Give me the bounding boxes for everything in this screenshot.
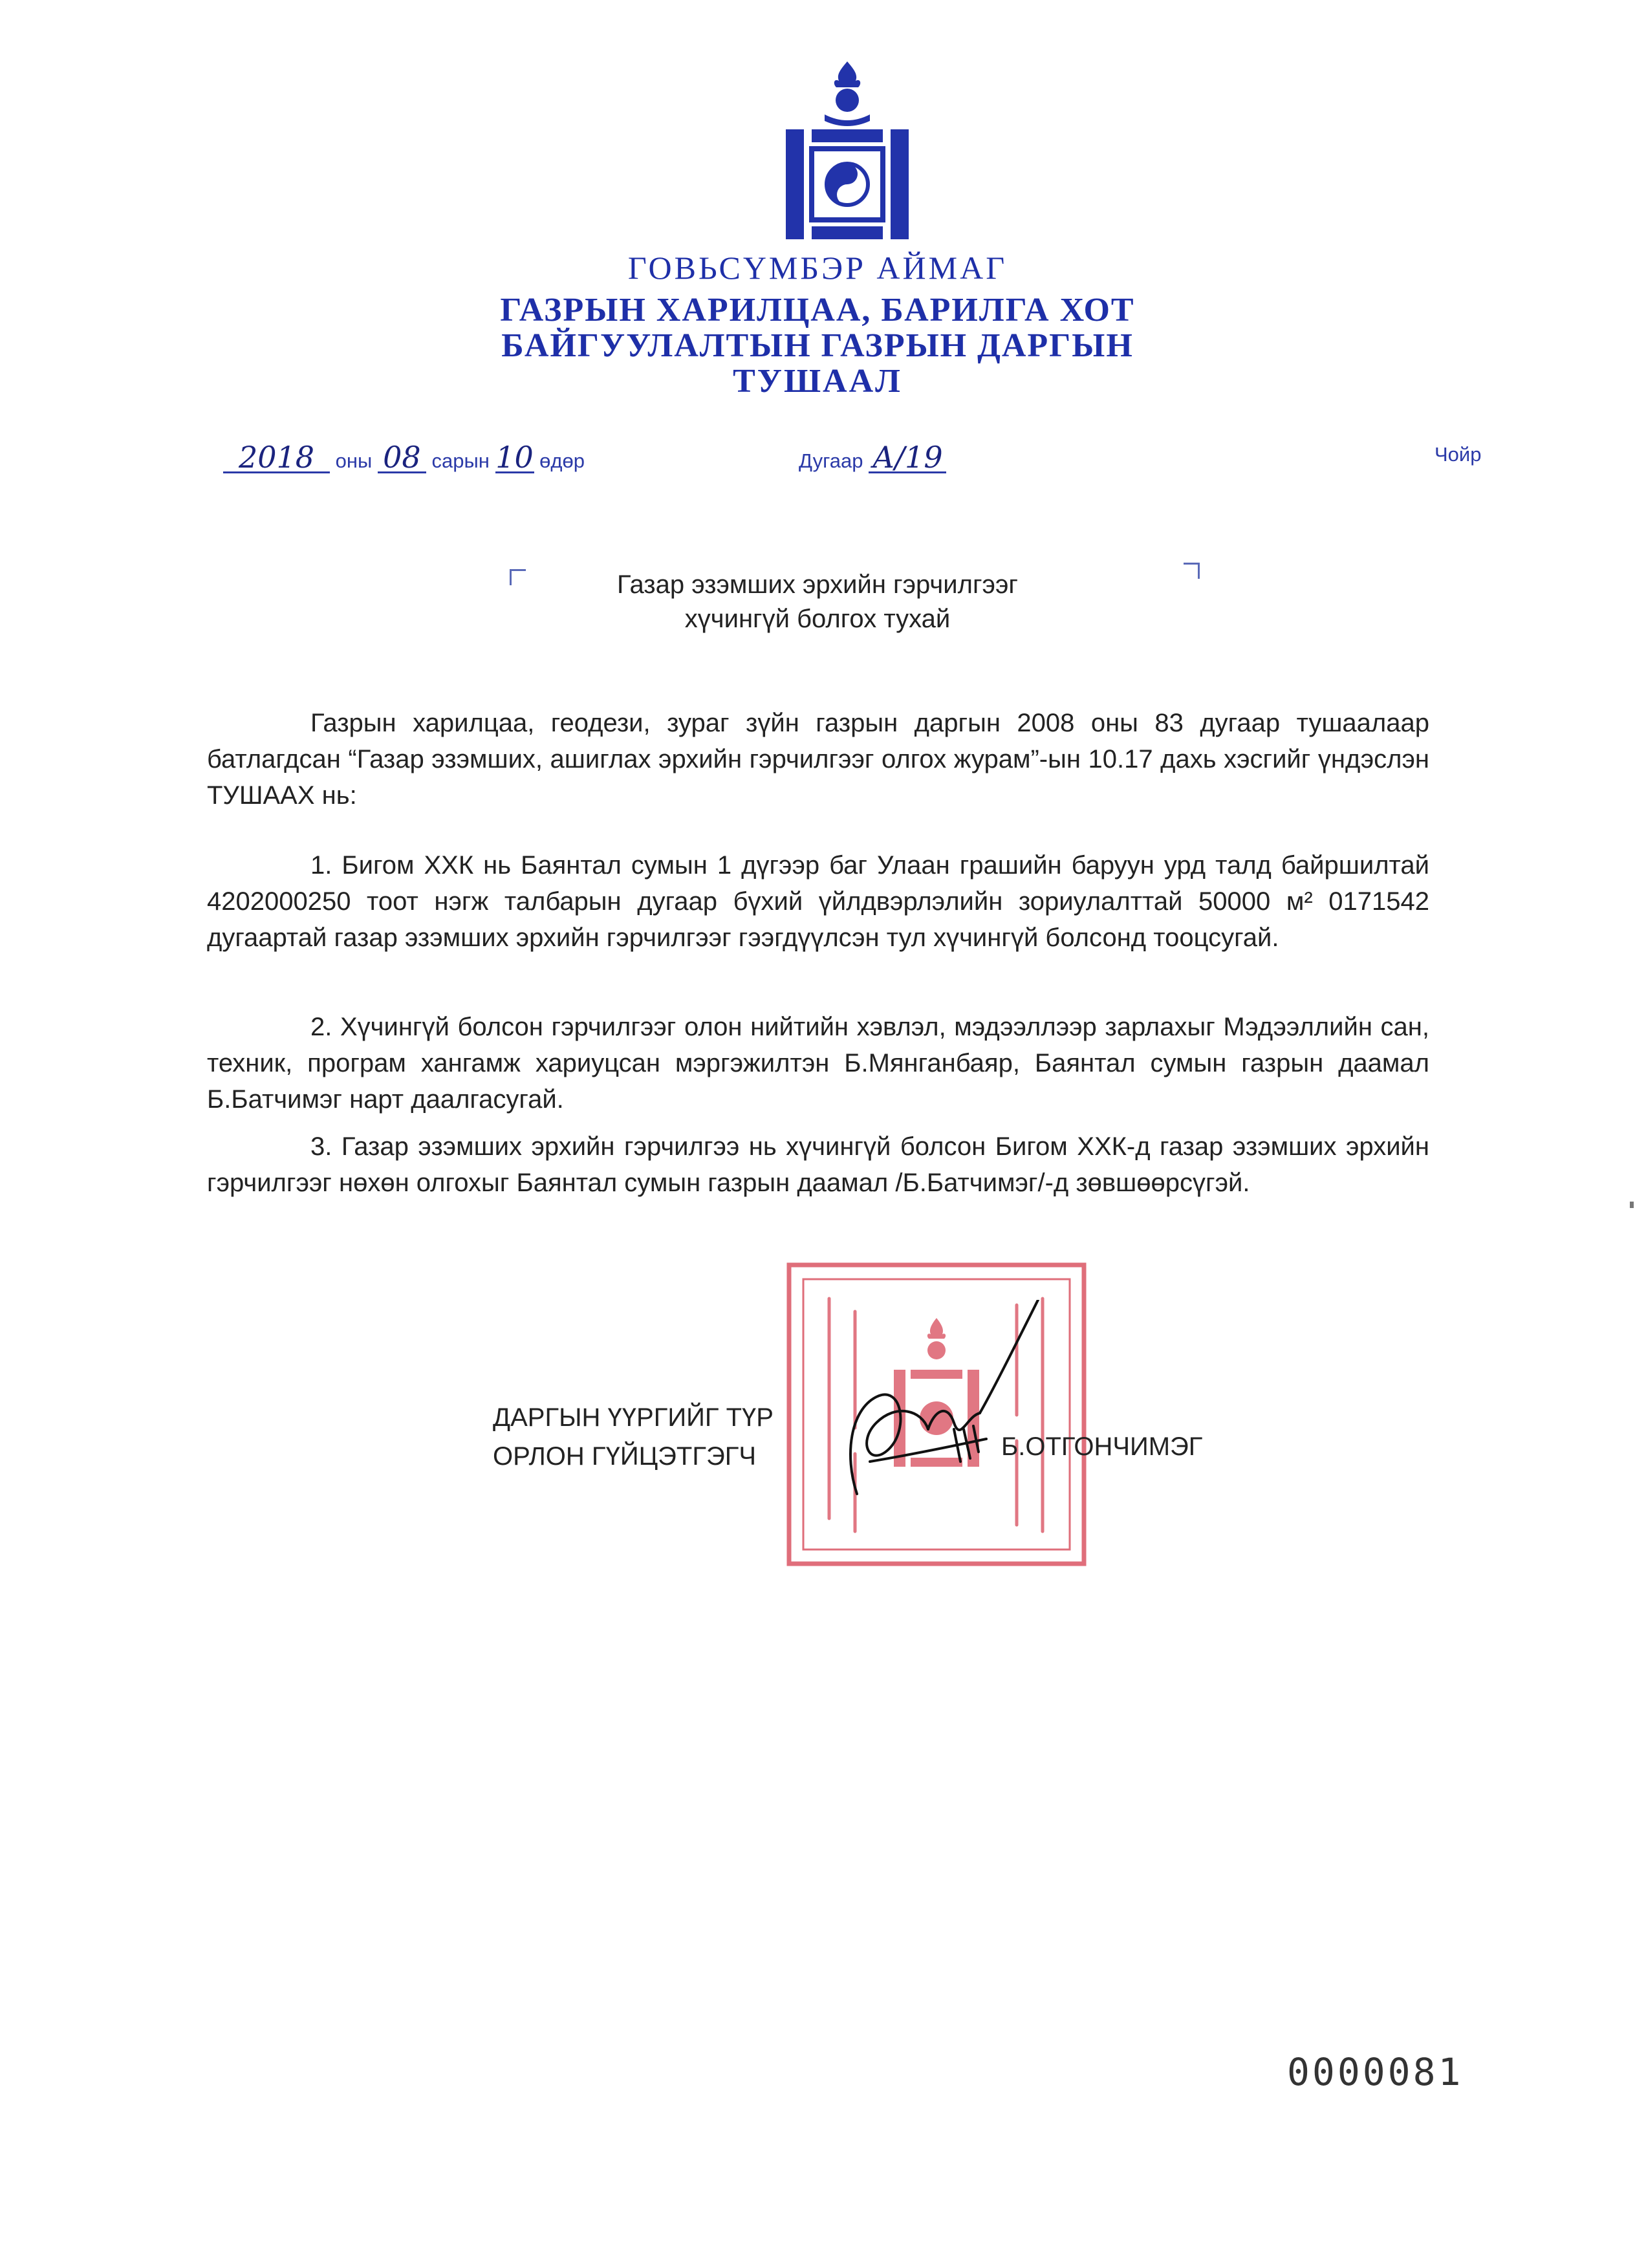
scan-speck	[1630, 1202, 1634, 1208]
organization-name-line2: БАЙГУУЛАЛТЫН ГАЗРЫН ДАРГЫН	[501, 327, 1134, 364]
serial-number: 0000081	[1287, 2050, 1464, 2094]
order-number: А/19	[869, 443, 946, 473]
date-day: 10	[495, 440, 534, 475]
subject-line1: Газар эзэмших эрхийн гэрчилгээг	[617, 570, 1018, 599]
place-name: Чойр	[1435, 443, 1482, 466]
date-month-label: сарын	[431, 449, 490, 472]
subject-line2: хүчингүй болгох тухай	[684, 605, 951, 633]
date-month: 08	[378, 443, 426, 473]
soyombo-emblem-icon	[779, 61, 915, 243]
body-item-3	[207, 1129, 1429, 1201]
date-year-label: оны	[335, 449, 373, 472]
aimag-name: ГОВЬСҮМБЭР АЙМАГ	[627, 250, 1008, 286]
body-item-3-text: 3. Газар эзэмших эрхийн гэрчилгээ нь хүчингүй болсон Бигом ХХК-д газар эзэмших эрхийн гэрчилгээг нөхөн олгохыг Баянтал сумын газрын даамал /Б.Батчимэг/-д зөвшөөрсүгэй.	[207, 1132, 1429, 1197]
order-number-label: Дугаар	[799, 449, 863, 472]
signatory-title-line2: ОРЛОН ГҮЙЦЭТГЭГЧ	[493, 1442, 757, 1471]
date-row	[223, 440, 585, 475]
body-intro-text: Газрын харилцаа, геодези, зураг зүйн газрын даргын 2008 оны 83 дугаар тушаалаар батлагдсан “Газар эзэмших, ашиглах эрхийн гэрчилгээг олгох журам”-ын 10.17 дахь хэсгийг үндэслэн ТУШААХ нь:	[207, 709, 1429, 810]
order-number-row	[799, 440, 946, 475]
body-item-1-text: 1. Бигом ХХК нь Баянтал сумын 1 дүгээр баг Улаан грашийн баруун урд талд байршилтай 4202000250 тоот нэгж талбарын дугаар бүхий үйлдвэрлэлийн зориулалттай 50000 м² 0171542 дугаартай газар эзэмших эрхийн гэрчилгээг гээгдүүлсэн тул хүчингүй болсонд тооцсугай.	[207, 851, 1429, 952]
body-item-2	[207, 1009, 1429, 1118]
body-item-1	[207, 847, 1429, 956]
body-item-2-text: 2. Хүчингүй болсон гэрчилгээг олон нийтийн хэвлэл, мэдээллээр зарлахыг Мэдээллийн сан, техник, програм хангамж хариуцсан мэргэжилтэн Б.Мянганбаяр, Баянтал сумын газрын даамал Б.Батчимэг нарт даалгасугай.	[207, 1013, 1429, 1114]
signatory-name: Б.ОТГОНЧИМЭГ	[1001, 1432, 1203, 1461]
body-intro	[207, 705, 1429, 814]
organization-name-line1: ГАЗРЫН ХАРИЛЦАА, БАРИЛГА ХОТ	[500, 292, 1135, 329]
document-type: ТУШААЛ	[733, 363, 902, 400]
date-day-label: өдөр	[539, 449, 585, 472]
signatory-title-line1: ДАРГЫН ҮҮРГИЙГ ТҮР	[493, 1403, 774, 1432]
handwritten-signature	[831, 1300, 1045, 1520]
date-year: 2018	[223, 443, 330, 473]
